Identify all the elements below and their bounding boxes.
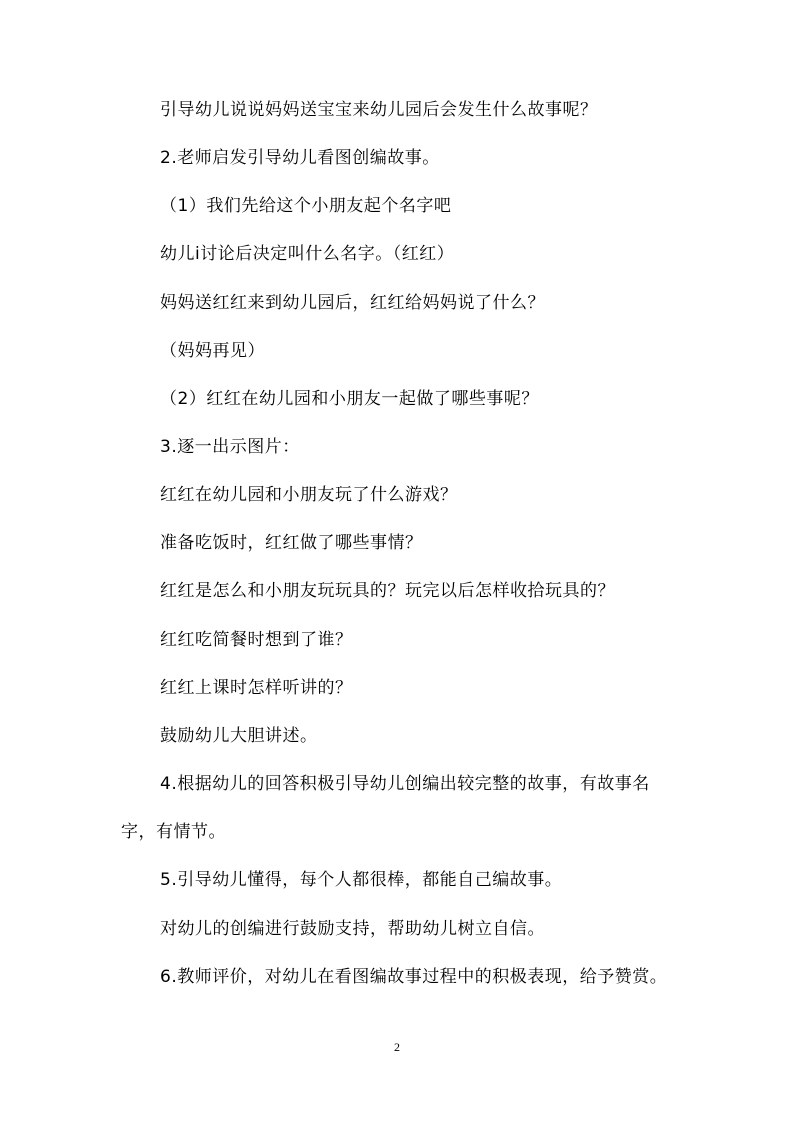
text-line: 幼儿i讨论后决定叫什么名字。（红红） — [160, 244, 455, 264]
text-line: 红红上课时怎样听讲的？ — [160, 678, 353, 698]
text-line: 3.逐一出示图片： — [160, 437, 300, 457]
text-line: 准备吃饭时，红红做了哪些事情？ — [160, 533, 423, 553]
text-line: 红红在幼儿园和小朋友玩了什么游戏？ — [160, 485, 458, 505]
text-line: 红红是怎么和小朋友玩玩具的？玩完以后怎样收拾玩具的？ — [160, 581, 615, 601]
text-line: 6.教师评价，对幼儿在看图编故事过程中的积极表现，给予赞赏。 — [160, 967, 668, 987]
text-line: （妈妈再见） — [160, 341, 265, 361]
text-line: 2.老师启发引导幼儿看图创编故事。 — [160, 148, 440, 168]
text-line: （2）红红在幼儿园和小朋友一起做了哪些事呢？ — [160, 389, 539, 409]
text-line: 5.引导幼儿懂得，每个人都很棒，都能自己编故事。 — [160, 870, 563, 890]
page-number: 2 — [394, 1040, 400, 1054]
text-line: （1）我们先给这个小朋友起个名字吧 — [160, 196, 452, 216]
text-line: 4.根据幼儿的回答积极引导幼儿创编出较完整的故事，有故事名 — [160, 774, 650, 794]
text-line: 对幼儿的创编进行鼓励支持，帮助幼儿树立自信。 — [160, 919, 545, 939]
text-line: 引导幼儿说说妈妈送宝宝来幼儿园后会发生什么故事呢？ — [160, 100, 598, 120]
text-line: 红红吃简餐时想到了谁？ — [160, 630, 353, 650]
text-line: 字，有情节。 — [121, 822, 226, 842]
text-line: 鼓励幼儿大胆讲述。 — [160, 726, 318, 746]
text-line: 妈妈送红红来到幼儿园后，红红给妈妈说了什么？ — [160, 293, 545, 313]
